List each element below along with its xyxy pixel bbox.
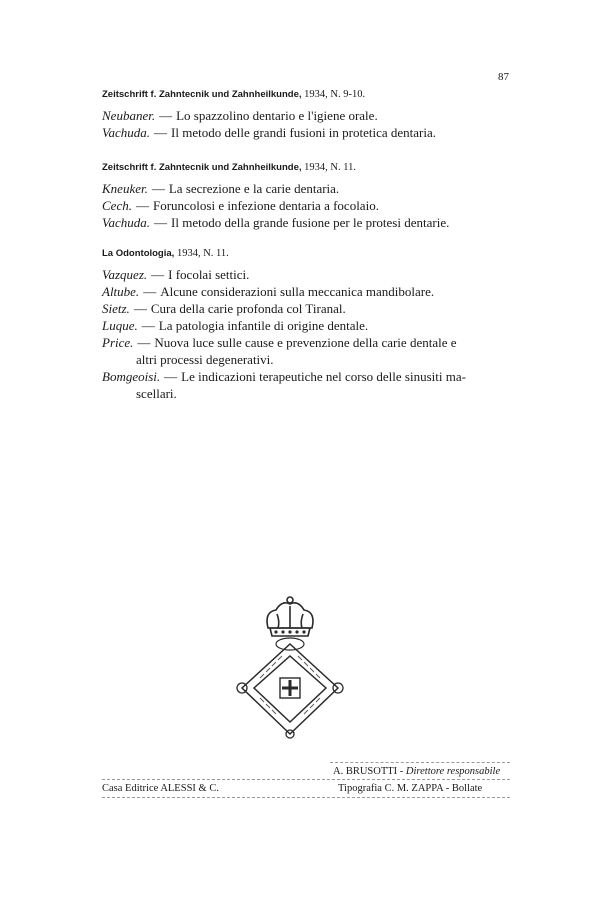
list-item bbox=[102, 300, 512, 317]
crown-cross-icon bbox=[230, 592, 350, 742]
list-item bbox=[102, 124, 512, 141]
entry-author: Vachuda. bbox=[102, 215, 151, 230]
entry-author: Vachuda. bbox=[102, 125, 151, 140]
entry-title: I focolai settici. bbox=[168, 267, 250, 282]
director-role: Direttore responsabile bbox=[405, 766, 501, 777]
list-item bbox=[102, 197, 512, 214]
journal-title: La Odontologia, bbox=[102, 248, 175, 259]
journal-heading bbox=[102, 89, 512, 100]
entry-title: La patologia infantile di origine dentale. bbox=[158, 318, 369, 333]
journal-section bbox=[102, 162, 512, 231]
list-item bbox=[102, 180, 512, 197]
entry-author: Cech. bbox=[102, 198, 132, 213]
entry-author: Kneuker. bbox=[102, 181, 148, 196]
entry-title: Alcune considerazioni sulla meccanica mandibolare. bbox=[160, 284, 435, 299]
entry-title: Le indicazioni terapeutiche nel corso delle sinusiti ma- bbox=[181, 369, 466, 384]
list-item bbox=[102, 107, 512, 124]
journal-section bbox=[102, 248, 512, 402]
entry-dash: — bbox=[133, 301, 147, 316]
journal-heading bbox=[102, 162, 512, 173]
entry-dash: — bbox=[141, 318, 155, 333]
entry-author: Neubaner. bbox=[102, 108, 156, 123]
entry-dash: — bbox=[137, 335, 151, 350]
entry-dash: — bbox=[135, 198, 149, 213]
entry-author: Price. bbox=[102, 335, 134, 350]
entry-title: Foruncolosi e infezione dentaria a focolaio. bbox=[152, 198, 379, 213]
entry-author: Vazquez. bbox=[102, 267, 148, 282]
director-line bbox=[333, 766, 500, 777]
footer-divider bbox=[102, 779, 510, 780]
journal-title: Zeitschrift f. Zahntecnik und Zahnheilkunde, bbox=[102, 162, 302, 173]
footer-divider bbox=[330, 762, 510, 763]
entry-title: Il metodo delle grandi fusioni in protetica dentaria. bbox=[171, 125, 437, 140]
list-item bbox=[102, 266, 512, 283]
entry-dash: — bbox=[154, 215, 168, 230]
journal-section bbox=[102, 89, 512, 141]
printer: Tipografia C. M. ZAPPA - Bollate bbox=[338, 783, 483, 794]
footer-divider bbox=[102, 797, 510, 798]
entry-dash: — bbox=[151, 181, 165, 196]
journal-heading bbox=[102, 248, 512, 259]
list-item bbox=[102, 317, 512, 334]
entry-title: Lo spazzolino dentario e l'igiene orale. bbox=[176, 108, 378, 123]
entry-title: Il metodo della grande fusione per le protesi dentarie. bbox=[171, 215, 450, 230]
list-item bbox=[102, 283, 512, 300]
list-item bbox=[102, 334, 512, 368]
entry-dash: — bbox=[159, 108, 173, 123]
list-item bbox=[102, 214, 512, 231]
entry-dash: — bbox=[143, 284, 157, 299]
entry-title: Cura della carie profonda col Tiranal. bbox=[150, 301, 346, 316]
entry-author: Luque. bbox=[102, 318, 138, 333]
entry-dash: — bbox=[164, 369, 178, 384]
list-item bbox=[102, 368, 512, 402]
entry-dash: — bbox=[154, 125, 168, 140]
entry-title-continued: altri processi degenerativi. bbox=[136, 352, 274, 367]
journal-title: Zeitschrift f. Zahntecnik und Zahnheilkunde, bbox=[102, 89, 302, 100]
entry-dash: — bbox=[151, 267, 165, 282]
page-number: 87 bbox=[498, 71, 509, 83]
entry-title-continued: scellari. bbox=[136, 386, 177, 401]
entry-author: Sietz. bbox=[102, 301, 130, 316]
entry-author: Altube. bbox=[102, 284, 140, 299]
journal-issue: 1934, N. 11. bbox=[304, 162, 356, 173]
publisher: Casa Editrice ALESSI & C. bbox=[102, 783, 219, 794]
royal-crest-emblem bbox=[230, 592, 350, 742]
entry-title: Nuova luce sulle cause e prevenzione della carie dentale e bbox=[154, 335, 457, 350]
entry-author: Bomgeoisi. bbox=[102, 369, 161, 384]
journal-issue: 1934, N. 9-10. bbox=[304, 89, 366, 100]
journal-issue: 1934, N. 11. bbox=[176, 248, 229, 259]
entry-title: La secrezione e la carie dentaria. bbox=[168, 181, 340, 196]
director-name: A. BRUSOTTI - bbox=[333, 766, 404, 777]
